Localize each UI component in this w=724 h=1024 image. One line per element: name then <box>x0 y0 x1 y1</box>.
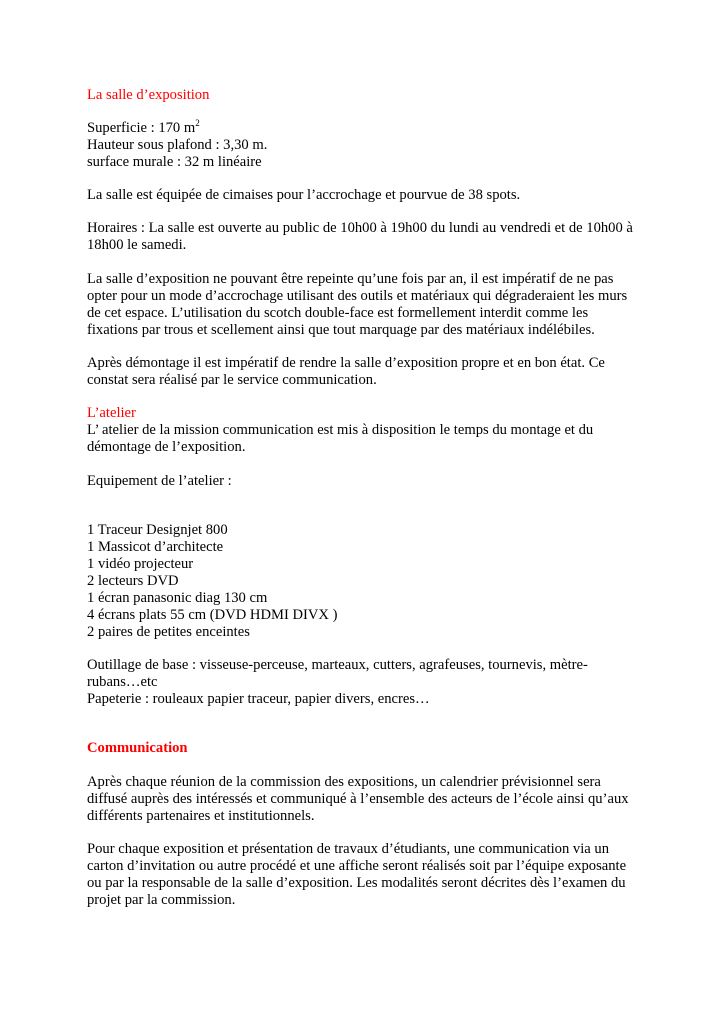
superficie-text: Superficie : 170 m <box>87 120 196 136</box>
text-line: Horaires : La salle est ouverte au public de 10h00 à 19h00 du lundi au vendredi et de 10h00 à <box>87 220 633 236</box>
salle-specs <box>87 120 647 171</box>
atelier-equipement-label <box>87 473 647 490</box>
text-line: fixations par trous et scellement ainsi que tout marquage par des matériaux indélébiles. <box>87 322 595 338</box>
heading-atelier: L’atelier <box>87 405 136 421</box>
text-line: Après démontage il est impératif de rendre la salle d’exposition propre et en bon état. Ce <box>87 355 605 371</box>
atelier-items-list <box>87 522 647 641</box>
list-item: 2 paires de petites enceintes <box>87 624 250 640</box>
atelier-outillage <box>87 657 647 708</box>
list-item: 1 écran panasonic diag 130 cm <box>87 590 268 606</box>
text-line: 18h00 le samedi. <box>87 237 187 253</box>
text-line: diffusé auprès des intéressés et communiqué à l’ensemble des acteurs de l’école ainsi qu’aux <box>87 791 629 807</box>
text-line: Outillage de base : visseuse-perceuse, marteaux, cutters, agrafeuses, tournevis, mètre- <box>87 657 588 673</box>
superscript: 2 <box>195 118 200 128</box>
list-item: 1 vidéo projecteur <box>87 556 194 572</box>
text-line: constat sera réalisé par le service communication. <box>87 372 377 388</box>
heading-communication <box>87 740 647 757</box>
surface: surface murale : 32 m linéaire <box>87 154 262 170</box>
salle-demontage <box>87 355 647 389</box>
text-line: carton d’invitation ou autre procédé et une affiche seront réalisés soit par l’équipe exposante <box>87 858 627 874</box>
label-text: Equipement de l’atelier : <box>87 473 232 489</box>
text-line: projet par la commission. <box>87 892 236 908</box>
heading-text: Communication <box>87 740 188 756</box>
list-item: 1 Massicot d’architecte <box>87 539 224 555</box>
text-line: rubans…etc <box>87 674 158 690</box>
text-line: différents partenaires et institutionnels. <box>87 808 315 824</box>
text-line: opter pour un mode d’accrochage utilisant des outils et matériaux qui dégraderaient les murs <box>87 288 628 304</box>
communication-p2 <box>87 841 647 909</box>
text-line: Après chaque réunion de la commission des expositions, un calendrier prévisionnel sera <box>87 774 601 790</box>
salle-equipement <box>87 187 647 204</box>
text-line: Pour chaque exposition et présentation de travaux d’étudiants, une communication via un <box>87 841 609 857</box>
papeterie: Papeterie : rouleaux papier traceur, papier divers, encres… <box>87 691 430 707</box>
list-item: 2 lecteurs DVD <box>87 573 179 589</box>
heading-salle <box>87 87 647 104</box>
list-item: 4 écrans plats 55 cm (DVD HDMI DIVX ) <box>87 607 338 623</box>
atelier-section <box>87 405 647 456</box>
hauteur: Hauteur sous plafond : 3,30 m. <box>87 137 268 153</box>
text-line: L’ atelier de la mission communication est mis à disposition le temps du montage et du <box>87 422 594 438</box>
salle-repeinte <box>87 271 647 339</box>
superficie <box>87 120 647 137</box>
list-item: 1 Traceur Designjet 800 <box>87 522 228 538</box>
heading-text: La salle d’exposition <box>87 87 210 103</box>
text-line: La salle d’exposition ne pouvant être repeinte qu’une fois par an, il est impératif de ne pas <box>87 271 614 287</box>
salle-horaires <box>87 220 647 254</box>
equipement-text: La salle est équipée de cimaises pour l’accrochage et pourvue de 38 spots. <box>87 187 521 203</box>
text-line: ou par la responsable de la salle d’exposition. Les modalités seront décrites dès l’examen du <box>87 875 626 891</box>
communication-p1 <box>87 774 647 825</box>
text-line: démontage de l’exposition. <box>87 439 246 455</box>
text-line: de cet espace. L’utilisation du scotch double-face est formellement interdit comme les <box>87 305 589 321</box>
